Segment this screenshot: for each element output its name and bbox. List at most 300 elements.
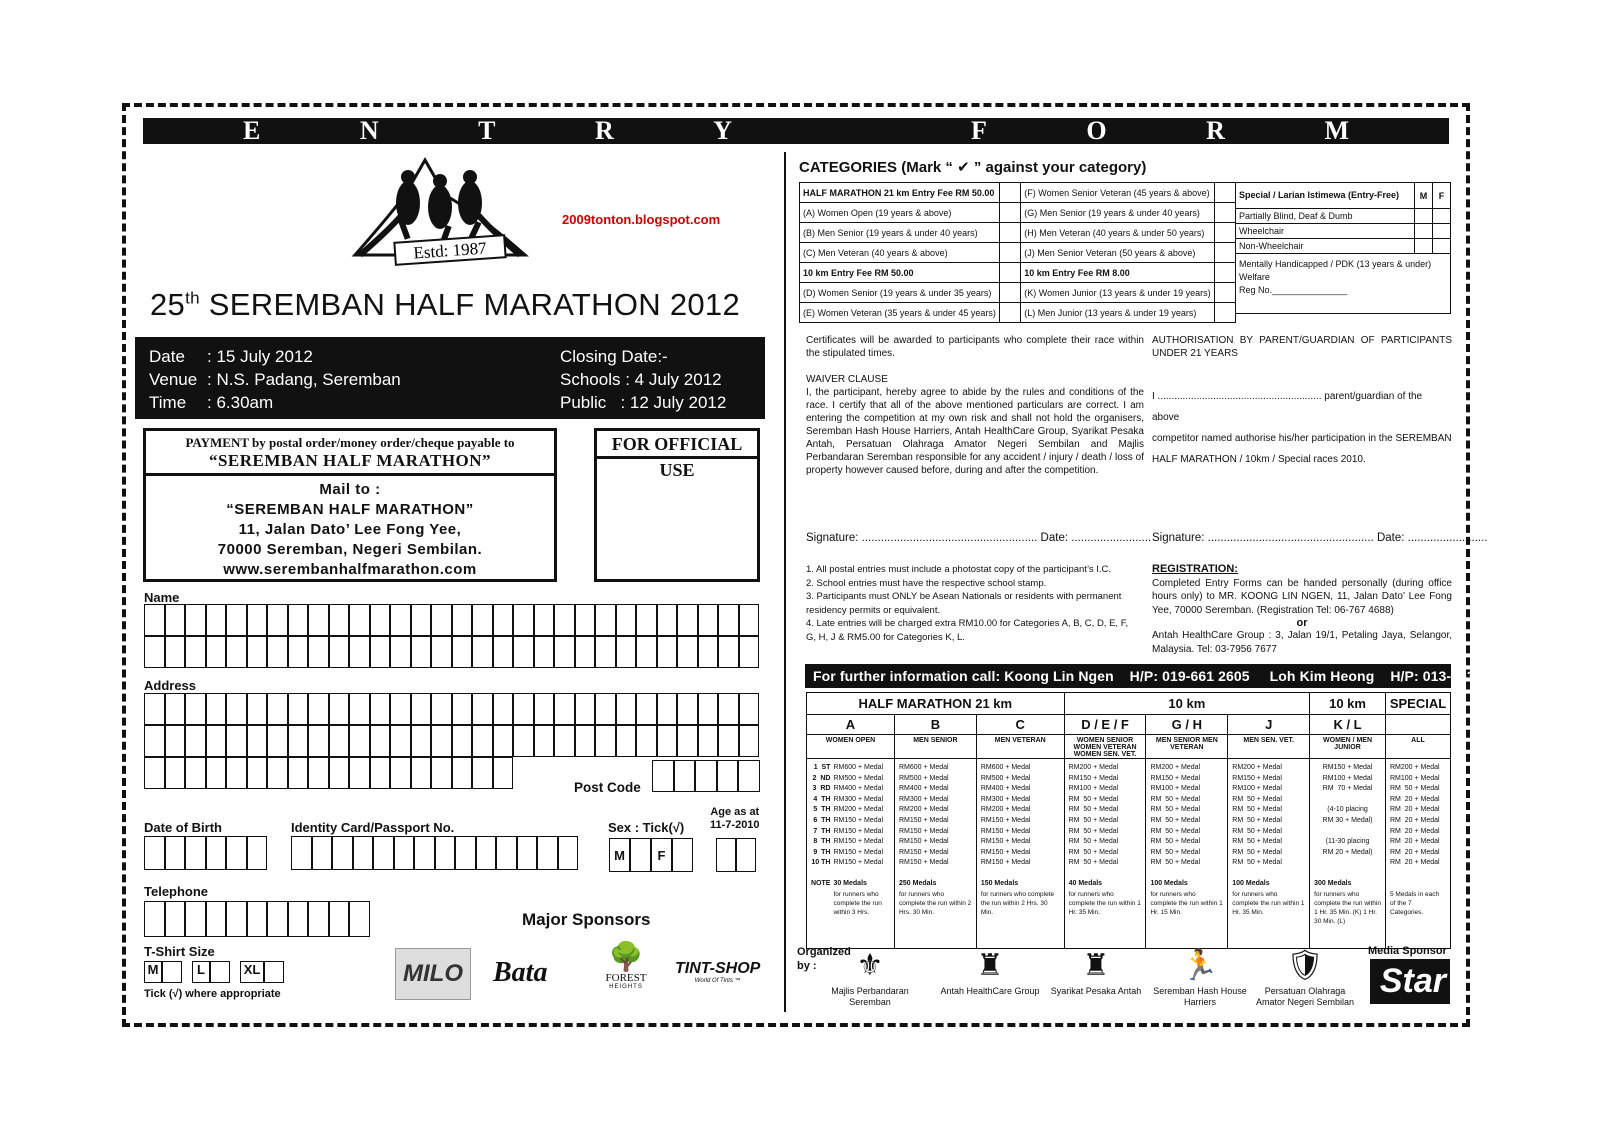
prize-value: RM 30 + Medal)	[1322, 816, 1373, 824]
name-cell[interactable]	[349, 636, 370, 668]
name-cell[interactable]	[698, 604, 719, 636]
name-cell[interactable]	[411, 636, 432, 668]
ic-cell[interactable]	[394, 836, 415, 870]
prize-value: RM 70 + Medal	[1322, 785, 1373, 793]
telephone-cell[interactable]	[226, 901, 247, 937]
size-l-box[interactable]	[210, 961, 230, 983]
address-cell[interactable]	[267, 757, 288, 789]
ic-cell[interactable]	[373, 836, 394, 870]
postcode-cell[interactable]	[695, 760, 717, 792]
name-cell[interactable]	[329, 604, 350, 636]
category-label: (K) Women Junior (13 years & under 19 years)	[1021, 283, 1214, 303]
postcode-label: Post Code	[574, 780, 641, 795]
svg-text:Estd: 1987: Estd: 1987	[412, 238, 488, 263]
address-cell[interactable]	[247, 693, 268, 725]
address-cell[interactable]	[165, 693, 186, 725]
category-tick-box[interactable]	[1214, 243, 1235, 263]
address-cell[interactable]	[534, 693, 555, 725]
categories-table	[799, 182, 1236, 323]
name-cell[interactable]	[677, 636, 698, 668]
prize-category-code: D / E / F	[1064, 715, 1146, 735]
name-cell[interactable]	[493, 636, 514, 668]
mental-text: Mentally Handicapped / PDK (13 years & under) Welfare	[1239, 259, 1432, 282]
name-cell[interactable]	[349, 604, 370, 636]
address-cell[interactable]	[185, 725, 206, 757]
address-cell[interactable]	[267, 725, 288, 757]
size-xl-box[interactable]	[264, 961, 284, 983]
major-sponsors-label: Major Sponsors	[522, 910, 651, 929]
address-cell[interactable]	[144, 725, 165, 757]
position-label: 1 ST	[813, 764, 831, 771]
signature-guardian[interactable]: Signature: .................................................... Date: .........................	[1152, 532, 1488, 544]
postcode-field[interactable]	[652, 760, 760, 792]
mental-handicapped-cell	[1236, 254, 1451, 314]
closing-public: Public : 12 July 2012	[560, 393, 727, 412]
prize-value: RM150 + Medal	[833, 848, 884, 856]
address-cell[interactable]	[247, 757, 268, 789]
org-name: Persatuan Olahraga Amator Negeri Sembilan	[1255, 986, 1355, 1007]
address-cell[interactable]	[698, 725, 719, 757]
position-label: 5 TH	[813, 806, 831, 814]
postcode-cell[interactable]	[652, 760, 674, 792]
postcode-cell[interactable]	[674, 760, 696, 792]
ic-cell[interactable]	[332, 836, 353, 870]
prize-value: RM100 + Medal	[1150, 785, 1201, 793]
prize-value: (4-10 placing	[1327, 806, 1368, 814]
address-cell[interactable]	[329, 757, 350, 789]
address-cell[interactable]	[616, 693, 637, 725]
telephone-field[interactable]	[144, 901, 370, 937]
address-cell[interactable]	[575, 725, 596, 757]
name-cell[interactable]	[267, 636, 288, 668]
category-tick-box[interactable]	[999, 203, 1020, 223]
address-cell[interactable]	[513, 693, 534, 725]
telephone-cell[interactable]	[144, 901, 165, 937]
name-cell[interactable]	[165, 636, 186, 668]
address-cell[interactable]	[677, 693, 698, 725]
address-cell[interactable]	[595, 725, 616, 757]
address-cell[interactable]	[185, 693, 206, 725]
special-f-box[interactable]	[1433, 209, 1451, 224]
prize-value: RM100 + Medal	[1389, 774, 1440, 782]
address-cell[interactable]	[308, 757, 329, 789]
name-cell[interactable]	[247, 604, 268, 636]
name-cell[interactable]	[370, 604, 391, 636]
authorisation-body	[1152, 386, 1452, 470]
prize-column	[807, 759, 895, 949]
info-label: Venue	[149, 370, 198, 389]
prize-value: RM400 + Medal	[898, 785, 949, 793]
prize-value: RM200 + Medal	[980, 806, 1031, 814]
prize-value: RM200 + Medal	[1389, 764, 1440, 771]
name-cell[interactable]	[513, 604, 534, 636]
category-label: (H) Men Veteran (40 years & under 50 years)	[1021, 223, 1214, 243]
name-cell[interactable]	[226, 636, 247, 668]
address-cell[interactable]	[267, 693, 288, 725]
prize-column-body	[1314, 763, 1381, 926]
name-cell[interactable]	[226, 604, 247, 636]
address-cell[interactable]	[370, 757, 391, 789]
category-tick-box[interactable]	[999, 263, 1020, 283]
ic-cell[interactable]	[517, 836, 538, 870]
org-antah-healthcare	[935, 950, 1045, 997]
address-cell[interactable]	[206, 693, 227, 725]
address-cell[interactable]	[308, 693, 329, 725]
prize-note-title: 250 Medals	[898, 879, 937, 887]
address-cell[interactable]	[329, 725, 350, 757]
sex-f-box[interactable]: F	[651, 838, 672, 872]
name-cell[interactable]	[185, 636, 206, 668]
telephone-cell[interactable]	[185, 901, 206, 937]
prize-column	[1385, 759, 1450, 949]
category-tick-box[interactable]	[1214, 223, 1235, 243]
special-f-box[interactable]	[1433, 224, 1451, 239]
name-cell[interactable]	[493, 604, 514, 636]
address-cell[interactable]	[513, 725, 534, 757]
address-cell[interactable]	[431, 725, 452, 757]
sex-m-tick[interactable]	[630, 838, 651, 872]
address-cell[interactable]	[390, 757, 411, 789]
tint-text: TINT-SHOP	[675, 960, 761, 977]
prize-value: RM150 + Medal	[980, 838, 1031, 846]
prize-value: RM 50 + Medal	[1232, 859, 1282, 867]
address-cell[interactable]	[226, 725, 247, 757]
name-cell[interactable]	[534, 604, 555, 636]
name-cell[interactable]	[185, 604, 206, 636]
ic-cell[interactable]	[455, 836, 476, 870]
position-label: 4 TH	[813, 795, 831, 803]
address-cell[interactable]	[411, 693, 432, 725]
prize-value: RM150 + Medal	[980, 816, 1031, 824]
name-cell[interactable]	[452, 636, 473, 668]
prize-value: RM500 + Medal	[898, 774, 949, 782]
prize-value: RM 50 + Medal	[1068, 795, 1119, 803]
mail-to-label: Mail to :	[319, 481, 381, 498]
prize-value: (11-30 placing	[1325, 838, 1370, 846]
name-cell[interactable]	[677, 604, 698, 636]
name-cell[interactable]	[472, 636, 493, 668]
waiver-title: WAIVER CLAUSE	[806, 374, 888, 385]
address-cell[interactable]	[308, 725, 329, 757]
dob-cell[interactable]	[165, 836, 186, 870]
certificates-text: Certificates will be awarded to participants who complete their race within the stipulated times.	[806, 335, 1144, 359]
name-cell[interactable]	[739, 604, 760, 636]
address-label: Address	[144, 678, 197, 693]
special-f-box[interactable]	[1433, 239, 1451, 254]
auth-line[interactable]: I ........................................................... parent/guardian of the above	[1152, 391, 1423, 423]
category-tick-box[interactable]	[1214, 303, 1235, 323]
address-cell[interactable]	[288, 725, 309, 757]
sex-m-box[interactable]: M	[609, 838, 630, 872]
dob-cell[interactable]	[206, 836, 227, 870]
prize-value: RM100 + Medal	[1068, 785, 1119, 793]
name-field[interactable]	[144, 604, 760, 668]
address-cell[interactable]	[226, 757, 247, 789]
dob-field[interactable]	[144, 836, 267, 870]
name-cell[interactable]	[267, 604, 288, 636]
ic-cell[interactable]	[537, 836, 558, 870]
prize-value: RM200 + Medal	[1150, 764, 1201, 771]
address-cell[interactable]	[206, 757, 227, 789]
name-cell[interactable]	[370, 636, 391, 668]
sex-field[interactable]	[609, 838, 693, 872]
ic-cell[interactable]	[414, 836, 435, 870]
postcode-cell[interactable]	[738, 760, 760, 792]
closing-schools: Schools : 4 July 2012	[560, 370, 722, 389]
address-cell[interactable]	[657, 693, 678, 725]
name-cell[interactable]	[636, 604, 657, 636]
address-cell[interactable]	[472, 693, 493, 725]
star-logo: Star	[1370, 959, 1450, 1004]
tree-icon: 🌳	[608, 941, 644, 972]
prize-group-header: HALF MARATHON 21 km	[807, 693, 1065, 715]
address-cell[interactable]	[144, 693, 165, 725]
dob-cell[interactable]	[144, 836, 165, 870]
name-cell[interactable]	[206, 636, 227, 668]
name-cell[interactable]	[616, 604, 637, 636]
ic-label: Identity Card/Passport No.	[291, 820, 455, 835]
name-cell[interactable]	[595, 636, 616, 668]
telephone-cell[interactable]	[308, 901, 329, 937]
dob-cell[interactable]	[226, 836, 247, 870]
address-cell[interactable]	[165, 757, 186, 789]
address-cell[interactable]	[226, 693, 247, 725]
name-cell[interactable]	[554, 604, 575, 636]
address-cell[interactable]	[616, 725, 637, 757]
bata-logo: Bata	[493, 957, 548, 988]
address-cell[interactable]	[349, 693, 370, 725]
milo-logo: MILO	[395, 948, 471, 1000]
size-m-box[interactable]	[162, 961, 182, 983]
prize-value: RM500 + Medal	[833, 774, 884, 782]
address-cell[interactable]	[493, 757, 514, 789]
ic-cell[interactable]	[558, 836, 579, 870]
prize-value: RM200 + Medal	[1068, 764, 1119, 771]
address-cell[interactable]	[390, 693, 411, 725]
name-cell[interactable]	[657, 636, 678, 668]
rules-list	[806, 563, 1136, 644]
address-cell[interactable]	[247, 725, 268, 757]
name-cell[interactable]	[329, 636, 350, 668]
category-tick-box[interactable]	[999, 303, 1020, 323]
address-cell[interactable]	[452, 757, 473, 789]
name-cell[interactable]	[165, 604, 186, 636]
address-cell[interactable]	[493, 725, 514, 757]
category-tick-box[interactable]	[999, 243, 1020, 263]
sex-f-tick[interactable]	[672, 838, 693, 872]
name-cell[interactable]	[575, 604, 596, 636]
name-cell[interactable]	[657, 604, 678, 636]
blog-watermark: 2009tonton.blogspot.com	[562, 212, 721, 227]
ic-cell[interactable]	[353, 836, 374, 870]
address-cell[interactable]	[329, 693, 350, 725]
name-cell[interactable]	[698, 636, 719, 668]
name-cell[interactable]	[288, 604, 309, 636]
name-cell[interactable]	[206, 604, 227, 636]
position-label: 9 TH	[813, 848, 831, 856]
prize-value: RM150 + Medal	[898, 859, 949, 867]
prize-values	[1150, 763, 1223, 917]
name-cell[interactable]	[390, 604, 411, 636]
name-cell[interactable]	[636, 636, 657, 668]
address-cell[interactable]	[431, 693, 452, 725]
telephone-cell[interactable]	[206, 901, 227, 937]
prize-category-code: A	[807, 715, 895, 735]
ic-cell[interactable]	[435, 836, 456, 870]
age-field[interactable]	[716, 838, 756, 872]
address-cell[interactable]	[575, 693, 596, 725]
address-cell[interactable]	[452, 725, 473, 757]
address-cell[interactable]	[739, 725, 760, 757]
address-cell[interactable]	[472, 757, 493, 789]
prize-value	[1314, 795, 1381, 806]
prize-value: RM 50 + Medal	[1068, 838, 1119, 846]
address-cell[interactable]	[165, 725, 186, 757]
name-cell[interactable]	[144, 636, 165, 668]
prize-values	[1314, 763, 1381, 926]
address-cell[interactable]	[554, 693, 575, 725]
address-cell[interactable]	[411, 757, 432, 789]
postcode-cell[interactable]	[717, 760, 739, 792]
name-cell[interactable]	[431, 636, 452, 668]
name-cell[interactable]	[308, 636, 329, 668]
position-label: 3 RD	[812, 785, 831, 793]
category-tick-box[interactable]	[999, 283, 1020, 303]
prize-values	[1390, 763, 1446, 917]
ic-cell[interactable]	[291, 836, 312, 870]
header-letter: O	[1086, 116, 1107, 145]
prize-value: RM 50 + Medal	[1232, 795, 1282, 803]
prize-value: RM 50 + Medal	[1068, 859, 1119, 867]
prize-value: RM400 + Medal	[980, 785, 1031, 793]
address-cell[interactable]	[390, 725, 411, 757]
reg-no[interactable]: Reg No._______________	[1239, 285, 1348, 295]
address-cell[interactable]	[739, 693, 760, 725]
address-cell[interactable]	[370, 693, 391, 725]
name-cell[interactable]	[575, 636, 596, 668]
prize-column-body	[981, 763, 1060, 917]
special-m-box[interactable]	[1415, 209, 1433, 224]
address-cell[interactable]	[718, 725, 739, 757]
waiver-text: I, the participant, hereby agree to abide by the rules and conditions of the race. I certify that all of the above mentioned particulars are correct. I am entering the competition at my own risk and shall not hold the organisers, Seremban Hash House Harriers, Antah HealthCare Group, Syarikat Pesaka Antah, Persatuan Olahraga Amator Negeri Sembilan and Majlis Perbandaran Seremban responsible for any accident / injury / death / loss of property however caused before, during and after the competition.	[806, 387, 1144, 476]
dob-cell[interactable]	[247, 836, 268, 870]
tint-sub: World Of Tints ™	[694, 978, 741, 984]
age-label	[710, 806, 760, 832]
category-row	[800, 183, 1236, 203]
special-m-box[interactable]	[1415, 239, 1433, 254]
address-cell[interactable]	[288, 693, 309, 725]
address-cell[interactable]	[185, 757, 206, 789]
org-olahraga	[1250, 950, 1360, 1008]
address-cell[interactable]	[554, 725, 575, 757]
telephone-cell[interactable]	[349, 901, 370, 937]
name-cell[interactable]	[595, 604, 616, 636]
category-tick-box[interactable]	[1214, 183, 1235, 203]
address-cell[interactable]	[636, 693, 657, 725]
address-cell[interactable]	[677, 725, 698, 757]
telephone-cell[interactable]	[165, 901, 186, 937]
name-cell[interactable]	[718, 604, 739, 636]
header-letter: N	[359, 116, 379, 145]
name-cell[interactable]	[390, 636, 411, 668]
category-tick-box[interactable]	[999, 183, 1020, 203]
category-tick-box[interactable]	[1214, 263, 1235, 283]
special-m-box[interactable]	[1415, 224, 1433, 239]
prize-value: RM 50 + Medal	[1150, 838, 1201, 846]
prize-category-code: J	[1228, 715, 1310, 735]
registration-block	[1152, 563, 1452, 656]
address-cell[interactable]	[349, 757, 370, 789]
ic-cell[interactable]	[312, 836, 333, 870]
dob-cell[interactable]	[185, 836, 206, 870]
address-cell[interactable]	[452, 693, 473, 725]
name-cell[interactable]	[739, 636, 760, 668]
prize-category-label: MEN VETERAN	[976, 735, 1064, 759]
address-cell[interactable]	[370, 725, 391, 757]
name-cell[interactable]	[472, 604, 493, 636]
name-cell[interactable]	[616, 636, 637, 668]
prize-table	[806, 692, 1451, 949]
ic-cell[interactable]	[476, 836, 497, 870]
name-cell[interactable]	[554, 636, 575, 668]
ic-cell[interactable]	[496, 836, 517, 870]
address-cell[interactable]	[657, 725, 678, 757]
address-cell[interactable]	[411, 725, 432, 757]
name-cell[interactable]	[411, 604, 432, 636]
telephone-cell[interactable]	[267, 901, 288, 937]
address-cell[interactable]	[206, 725, 227, 757]
category-tick-box[interactable]	[1214, 203, 1235, 223]
payment-box	[143, 428, 557, 582]
telephone-cell[interactable]	[247, 901, 268, 937]
name-cell[interactable]	[534, 636, 555, 668]
tint-shop-logo	[675, 960, 760, 984]
name-cell[interactable]	[513, 636, 534, 668]
address-cell[interactable]	[595, 693, 616, 725]
telephone-cell[interactable]	[329, 901, 350, 937]
address-cell[interactable]	[349, 725, 370, 757]
name-cell[interactable]	[718, 636, 739, 668]
name-cell[interactable]	[247, 636, 268, 668]
castle-icon: ♜	[1082, 949, 1110, 982]
tshirt-field[interactable]	[144, 961, 284, 983]
name-cell[interactable]	[452, 604, 473, 636]
address-cell[interactable]	[718, 693, 739, 725]
address-cell[interactable]	[698, 693, 719, 725]
category-tick-box[interactable]	[1214, 283, 1235, 303]
prize-column	[1064, 759, 1146, 949]
address-cell[interactable]	[636, 725, 657, 757]
name-cell[interactable]	[431, 604, 452, 636]
address-cell[interactable]	[472, 725, 493, 757]
signature-participant[interactable]: Signature: ....................................................... Date: .........................	[806, 532, 1152, 544]
address-cell[interactable]	[493, 693, 514, 725]
address-cell[interactable]	[431, 757, 452, 789]
prize-value: RM 50 + Medal	[1150, 816, 1201, 824]
category-tick-box[interactable]	[999, 223, 1020, 243]
ic-field[interactable]	[291, 836, 578, 870]
prize-note-title: 150 Medals	[980, 879, 1019, 887]
telephone-cell[interactable]	[288, 901, 309, 937]
name-cell[interactable]	[144, 604, 165, 636]
address-cell[interactable]	[288, 757, 309, 789]
org-name: Antah HealthCare Group	[940, 986, 1040, 996]
name-cell[interactable]	[308, 604, 329, 636]
address-cell[interactable]	[144, 757, 165, 789]
media-sponsor-label: Media Sponsor	[1368, 945, 1447, 957]
address-cell[interactable]	[534, 725, 555, 757]
name-cell[interactable]	[288, 636, 309, 668]
